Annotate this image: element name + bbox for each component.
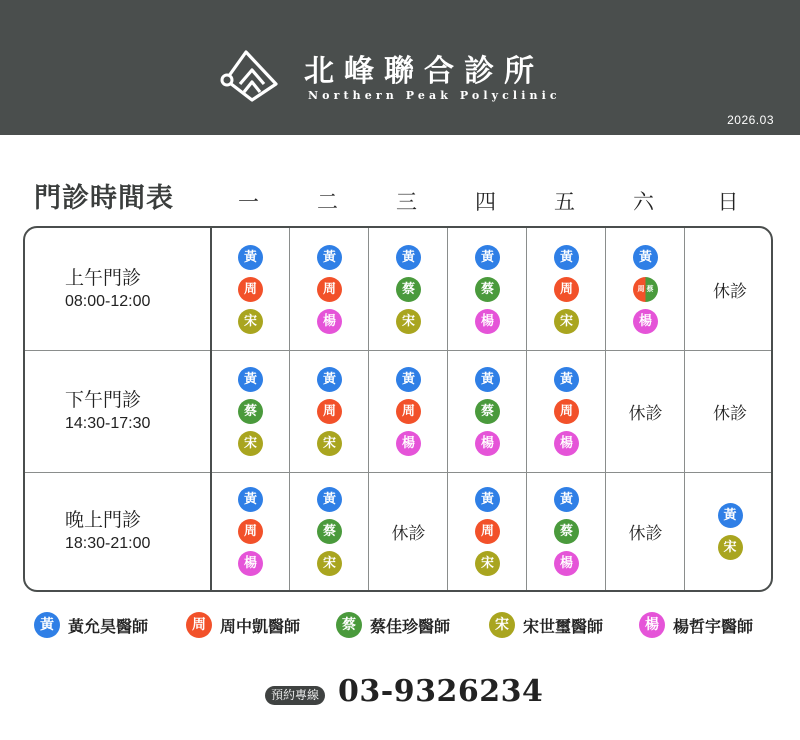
doctor-badge-zhou: 周: [317, 277, 342, 302]
doctor-badge-song: 宋: [238, 431, 263, 456]
doctor-badge-yang: 楊: [633, 309, 658, 334]
closed-label: 休診: [628, 404, 663, 424]
doctor-badge-huang: 黃: [238, 367, 263, 392]
schedule-cell: [369, 228, 449, 350]
doctor-badge-yang: 楊: [396, 431, 421, 456]
doctor-badge-yang: 楊: [317, 309, 342, 334]
doctor-badge-zhou-cai: [633, 277, 658, 302]
schedule-cell: [690, 472, 770, 590]
legend-item-huang: [34, 612, 148, 638]
doctor-badge-yang: 楊: [475, 431, 500, 456]
doctor-badge-yang: 楊: [639, 612, 665, 638]
doctor-badge-huang: 黃: [238, 245, 263, 270]
doctor-badge-song: 宋: [475, 551, 500, 576]
doctor-badge-song: 宋: [238, 309, 263, 334]
doctor-badge-cai: 蔡: [396, 277, 421, 302]
doctor-badge-song: 宋: [317, 551, 342, 576]
legend-label: 黃允昊醫師: [68, 616, 149, 636]
day-header: 一: [238, 190, 259, 214]
doctor-badge-yang: 楊: [475, 309, 500, 334]
legend-label: 楊哲宇醫師: [673, 616, 754, 636]
legend-label: 周中凱醫師: [220, 616, 301, 636]
doctor-badge-huang: 黃: [317, 245, 342, 270]
legend-item-song: [489, 612, 603, 638]
doctor-badge-huang: 黃: [317, 367, 342, 392]
doctor-badge-zhou: 周: [396, 399, 421, 424]
doctor-badge-cai: 蔡: [317, 519, 342, 544]
day-header: 六: [633, 190, 654, 214]
period-time: 14:30-17:30: [65, 415, 151, 432]
period-time: 18:30-21:00: [65, 535, 151, 552]
closed-label: 休診: [391, 524, 426, 544]
schedule-cell: [211, 472, 291, 590]
doctor-badge-song: 宋: [554, 309, 579, 334]
schedule-table: [23, 226, 773, 592]
doctor-badge-huang: 黃: [554, 367, 579, 392]
closed-label: 休診: [713, 282, 747, 302]
row-divider: [25, 472, 771, 473]
doctor-badge-yang: 楊: [554, 431, 579, 456]
badge-char: 周: [637, 284, 645, 293]
doctor-badge-zhou: 周: [554, 277, 579, 302]
doctor-badge-huang: 黃: [317, 487, 342, 512]
schedule-cell: [448, 472, 528, 590]
legend-label: 宋世璽醫師: [523, 616, 604, 636]
doctor-badge-huang: 黃: [475, 245, 500, 270]
doctor-badge-cai: 蔡: [238, 399, 263, 424]
doctor-badge-huang: 黃: [554, 245, 579, 270]
schedule-cell: [369, 350, 449, 472]
day-header: 三: [396, 190, 417, 214]
legend-item-yang: [639, 612, 753, 638]
legend-label: 蔡佳珍醫師: [370, 616, 451, 636]
doctor-badge-zhou: 周: [317, 399, 342, 424]
doctor-badge-huang: 黃: [238, 487, 263, 512]
doctor-badge-huang: 黃: [554, 487, 579, 512]
doctor-badge-cai: 蔡: [475, 399, 500, 424]
schedule-cell: [448, 350, 528, 472]
schedule-cell: [606, 228, 686, 350]
doctor-badge-huang: 黃: [475, 487, 500, 512]
schedule-title: 門診時間表: [34, 183, 174, 214]
issue-date: 2026.03: [727, 113, 774, 127]
phone-label: 預約專線: [265, 686, 325, 705]
day-header: 五: [554, 190, 575, 214]
doctor-badge-song: 宋: [718, 535, 743, 560]
doctor-badge-zhou: 周: [238, 277, 263, 302]
doctor-badge-cai: 蔡: [554, 519, 579, 544]
schedule-cell: [290, 472, 370, 590]
doctor-badge-huang: 黃: [34, 612, 60, 638]
period-name: 晚上門診: [65, 509, 142, 531]
day-header: 二: [317, 190, 338, 214]
day-header: 四: [475, 190, 496, 214]
doctor-badge-huang: 黃: [633, 245, 658, 270]
doctor-badge-yang: 楊: [238, 551, 263, 576]
doctor-badge-huang: 黃: [718, 503, 743, 528]
phone-number: 03-9326234: [338, 674, 544, 709]
schedule-cell: [211, 228, 291, 350]
closed-label: 休診: [713, 404, 747, 424]
doctor-badge-huang: 黃: [396, 245, 421, 270]
doctor-badge-zhou: 周: [238, 519, 263, 544]
doctor-badge-zhou: 周: [475, 519, 500, 544]
doctor-badge-yang: 楊: [554, 551, 579, 576]
day-header: 日: [717, 190, 739, 214]
badge-char: 蔡: [646, 284, 654, 293]
doctor-legend: [34, 612, 780, 642]
doctor-badge-zhou: 周: [186, 612, 212, 638]
period-time: 08:00-12:00: [65, 293, 151, 310]
period-name: 上午門診: [65, 267, 142, 289]
doctor-badge-huang: 黃: [475, 367, 500, 392]
schedule-cell: [448, 228, 528, 350]
legend-item-zhou: [186, 612, 300, 638]
closed-label: 休診: [628, 524, 663, 544]
clinic-logo-icon: [218, 40, 282, 104]
schedule-cell: [527, 350, 607, 472]
clinic-name-en: Northern Peak Polyclinic: [308, 89, 561, 102]
header-banner: [0, 0, 800, 135]
doctor-badge-cai: 蔡: [336, 612, 362, 638]
clinic-name-zh: 北峰聯合診所: [304, 54, 544, 89]
legend-item-cai: [336, 612, 450, 638]
schedule-cell: [527, 472, 607, 590]
doctor-badge-song: 宋: [317, 431, 342, 456]
schedule-cell: [527, 228, 607, 350]
doctor-badge-cai: 蔡: [475, 277, 500, 302]
doctor-badge-zhou: 周: [554, 399, 579, 424]
schedule-cell: [290, 228, 370, 350]
schedule-cell: [211, 350, 291, 472]
doctor-badge-huang: 黃: [396, 367, 421, 392]
doctor-badge-song: 宋: [489, 612, 515, 638]
period-name: 下午門診: [65, 389, 142, 411]
schedule-cell: [290, 350, 370, 472]
doctor-badge-song: 宋: [396, 309, 421, 334]
